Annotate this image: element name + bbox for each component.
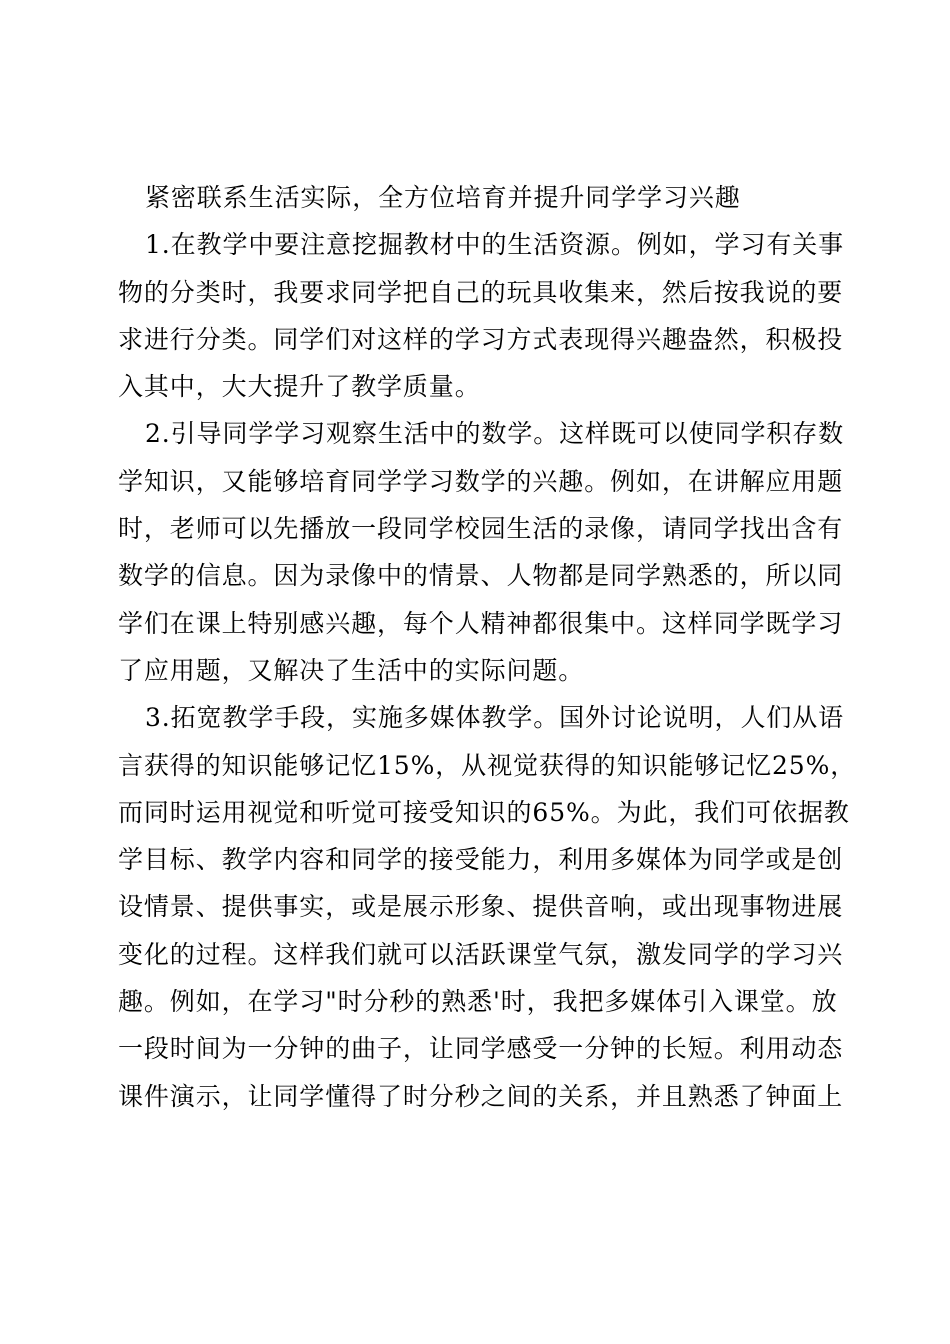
paragraph-2-line-4: 数学的信息。因为录像中的情景、人物都是同学熟悉的，所以同	[118, 561, 844, 591]
paragraph-1-line-1: 1.在教学中要注意挖掘教材中的生活资源。例如，学习有关事	[145, 230, 845, 260]
paragraph-3-line-6: 变化的过程。这样我们就可以活跃课堂气氛，激发同学的学习兴	[118, 939, 844, 969]
paragraph-1-line-2: 物的分类时，我要求同学把自己的玩具收集来，然后按我说的要	[118, 277, 844, 307]
section-heading: 紧密联系生活实际，全方位培育并提升同学学习兴趣	[145, 183, 741, 212]
paragraph-3-line-1: 3.拓宽教学手段，实施多媒体教学。国外讨论说明，人们从语	[145, 703, 845, 733]
paragraph-3-line-8: 一段时间为一分钟的曲子，让同学感受一分钟的长短。利用动态	[118, 1034, 844, 1064]
paragraph-3-line-5: 设情景、提供事实，或是展示形象、提供音响，或出现事物进展	[118, 892, 844, 922]
paragraph-2-line-2: 学知识，又能够培育同学学习数学的兴趣。例如，在讲解应用题	[118, 466, 844, 496]
paragraph-2-line-1: 2.引导同学学习观察生活中的数学。这样既可以使同学积存数	[145, 419, 845, 449]
paragraph-2-line-3: 时，老师可以先播放一段同学校园生活的录像，请同学找出含有	[118, 514, 844, 544]
paragraph-2-line-5: 学们在课上特别感兴趣，每个人精神都很集中。这样同学既学习	[118, 608, 844, 638]
paragraph-3-line-7: 趣。例如，在学习"时分秒的熟悉'时，我把多媒体引入课堂。放	[118, 987, 838, 1017]
paragraph-3-line-3: 而同时运用视觉和听觉可接受知识的65%。为此，我们可依据教	[118, 797, 850, 827]
paragraph-3-line-9: 课件演示，让同学懂得了时分秒之间的关系，并且熟悉了钟面上	[118, 1081, 844, 1111]
paragraph-1-line-3: 求进行分类。同学们对这样的学习方式表现得兴趣盎然，积极投	[118, 324, 844, 354]
paragraph-1-line-4: 入其中，大大提升了教学质量。	[118, 372, 481, 402]
paragraph-3-line-4: 学目标、教学内容和同学的接受能力，利用多媒体为同学或是创	[118, 845, 844, 875]
paragraph-2-line-6: 了应用题，又解决了生活中的实际问题。	[118, 655, 585, 685]
document-body	[118, 174, 857, 1120]
paragraph-3-line-2: 言获得的知识能够记忆15%，从视觉获得的知识能够记忆25%，	[118, 750, 857, 780]
